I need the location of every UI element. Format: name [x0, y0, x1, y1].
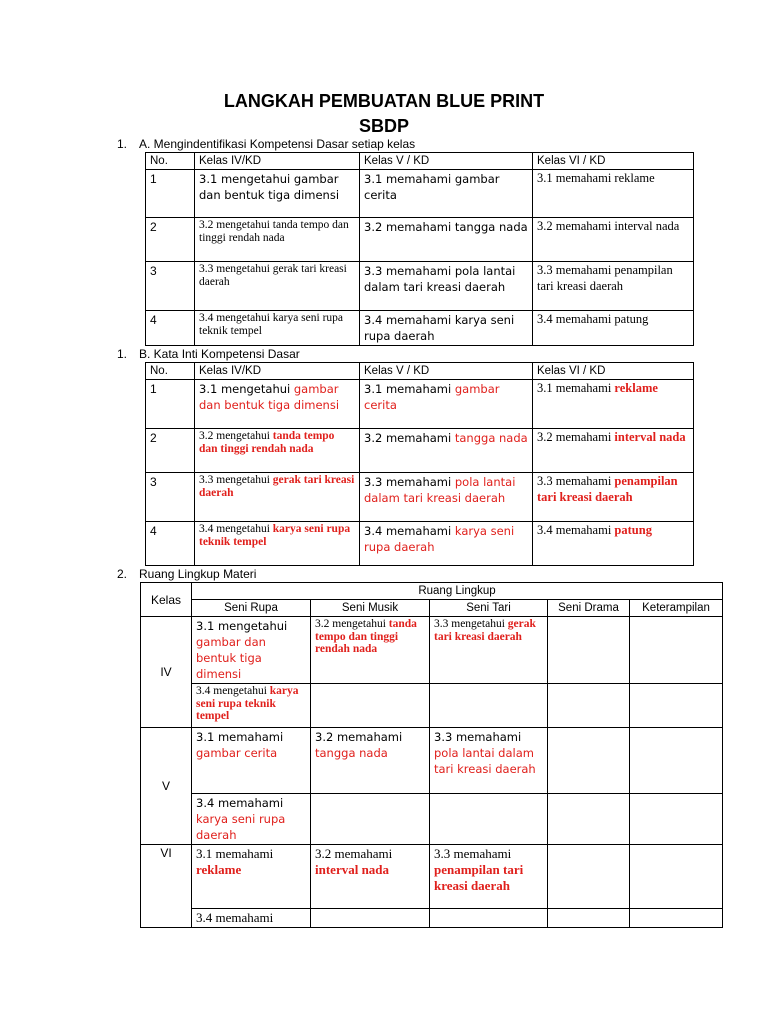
col-header-seni-drama: Seni Drama — [548, 600, 630, 617]
seni-tari-cell — [430, 794, 548, 845]
seni-drama-cell — [548, 794, 630, 845]
keyword-text: gerak tari kreasi daerah — [199, 474, 355, 499]
keyword-text: gambar dan bentuk tiga dimensi — [199, 382, 340, 412]
seni-drama-cell — [548, 617, 630, 684]
col-header-kelas: Kelas — [141, 583, 192, 617]
table-subheader-row — [141, 600, 723, 617]
keyword-text: interval nada — [614, 430, 686, 444]
row-number: 3 — [146, 262, 195, 311]
col-header-kelas-vi: Kelas VI / KD — [533, 153, 694, 170]
document-title — [0, 89, 768, 139]
keyword-text: karya seni rupa daerah — [196, 812, 286, 842]
kelas-iv-cell: 3.2 mengetahui tanda tempo dan tinggi rendah nada — [195, 218, 360, 262]
section-a-heading — [117, 137, 415, 152]
keyword-text: tanda tempo dan tinggi rendah nada — [315, 618, 417, 655]
seni-rupa-cell — [192, 794, 311, 845]
seni-musik-cell — [311, 794, 430, 845]
seni-drama-cell — [548, 684, 630, 728]
seni-rupa-cell — [192, 684, 311, 728]
ruang-lingkup-table — [140, 582, 723, 928]
keyword-text: gambar cerita — [364, 382, 500, 412]
row-number: 3 — [146, 473, 195, 522]
row-number: 1 — [146, 380, 195, 429]
col-header-kelas-vi: Kelas VI / KD — [533, 363, 694, 380]
kd-text: 3.1 mengetahui — [196, 619, 288, 633]
kd-text: 3.2 memahami — [315, 730, 403, 744]
kelas-iv-cell — [195, 473, 360, 522]
kd-text: 3.2 memahami — [315, 846, 393, 861]
row-number: 4 — [146, 311, 195, 346]
keterampilan-cell — [630, 617, 723, 684]
section-label: B. Kata Inti Kompetensi Dasar — [139, 347, 300, 361]
keyword-text: reklame — [614, 381, 658, 395]
title-line-1: LANGKAH PEMBUATAN BLUE PRINT — [223, 91, 545, 111]
seni-tari-cell — [430, 909, 548, 928]
kelas-iv-cell: 3.4 mengetahui karya seni rupa teknik tempel — [195, 311, 360, 346]
col-header-kelas-v: Kelas V / KD — [360, 363, 533, 380]
keyword-text: karya seni rupa teknik tempel — [196, 685, 299, 722]
keterampilan-cell — [630, 909, 723, 928]
table-row — [146, 170, 694, 218]
col-header-kelas-iv: Kelas IV/KD — [195, 363, 360, 380]
kd-text: 3.1 mengetahui — [199, 382, 294, 396]
kelas-vi-cell: 3.2 memahami interval nada — [533, 218, 694, 262]
table-row — [146, 218, 694, 262]
kd-text: 3.4 memahami — [364, 524, 455, 538]
kd-keyword-table — [145, 362, 694, 566]
table-row — [141, 728, 723, 794]
col-header-seni-rupa: Seni Rupa — [192, 600, 311, 617]
kd-identification-table — [145, 152, 694, 346]
seni-tari-cell — [430, 728, 548, 794]
kelas-iv-cell — [195, 429, 360, 473]
table-row — [141, 845, 723, 909]
kd-text: 3.3 mengetahui — [434, 618, 508, 630]
seni-musik-cell — [311, 845, 430, 909]
row-number: 2 — [146, 218, 195, 262]
table-row — [146, 311, 694, 346]
table-row — [146, 429, 694, 473]
keterampilan-cell — [630, 794, 723, 845]
col-header-seni-musik: Seni Musik — [311, 600, 430, 617]
kelas-vi-cell — [533, 380, 694, 429]
table-row — [141, 684, 723, 728]
kelas-vi-cell: 3.1 memahami reklame — [533, 170, 694, 218]
kelas-vi-cell — [533, 429, 694, 473]
col-header-kelas-v: Kelas V / KD — [360, 153, 533, 170]
kd-text: 3.4 mengetahui — [196, 685, 270, 697]
keyword-text: pola lantai dalam tari kreasi daerah — [364, 475, 516, 505]
kelas-label: IV — [141, 617, 192, 728]
seni-tari-cell — [430, 684, 548, 728]
kelas-label: VI — [141, 845, 192, 928]
row-number: 2 — [146, 429, 195, 473]
table-row — [146, 380, 694, 429]
col-header-keterampilan: Keterampilan — [630, 600, 723, 617]
keyword-text: gerak tari kreasi daerah — [434, 618, 536, 643]
col-header-seni-tari: Seni Tari — [430, 600, 548, 617]
col-group-header-ruang-lingkup: Ruang Lingkup — [192, 583, 723, 600]
seni-drama-cell — [548, 728, 630, 794]
title-line-2: SBDP — [358, 116, 409, 136]
seni-tari-cell — [430, 617, 548, 684]
kd-text: 3.1 memahami — [364, 382, 455, 396]
keyword-text: reklame — [196, 862, 242, 877]
kelas-vi-cell — [533, 522, 694, 566]
seni-rupa-cell — [192, 909, 311, 928]
keyword-text: tangga nada — [454, 431, 528, 445]
col-header-kelas-iv: Kelas IV/KD — [195, 153, 360, 170]
section-label: A. Mengindentifikasi Kompetensi Dasar setiap kelas — [139, 137, 416, 151]
kd-text: 3.2 memahami — [537, 430, 615, 444]
kd-text: 3.4 memahami — [196, 796, 284, 810]
kd-text: 3.3 memahami — [434, 846, 512, 861]
seni-musik-cell — [311, 684, 430, 728]
table-header-row — [146, 363, 694, 380]
keyword-text: tanda tempo dan tinggi rendah nada — [199, 430, 335, 455]
col-header-no: No. — [146, 363, 195, 380]
seni-musik-cell — [311, 728, 430, 794]
kd-text: 3.1 memahami — [196, 730, 284, 744]
table-row — [141, 909, 723, 928]
keterampilan-cell — [630, 728, 723, 794]
kd-text: 3.3 memahami — [537, 474, 615, 488]
kd-text: 3.2 memahami — [364, 431, 455, 445]
seni-musik-cell — [311, 617, 430, 684]
kelas-v-cell: 3.1 memahami gambar cerita — [360, 170, 533, 218]
seni-rupa-cell — [192, 617, 311, 684]
kelas-vi-cell: 3.4 memahami patung — [533, 311, 694, 346]
keyword-text: gambar cerita — [196, 746, 278, 760]
kd-text: 3.4 mengetahui — [199, 523, 273, 535]
kelas-v-cell — [360, 380, 533, 429]
keyword-text: gambar dan bentuk tiga dimensi — [196, 635, 266, 681]
keterampilan-cell — [630, 684, 723, 728]
keyword-text: pola lantai dalam tari kreasi daerah — [434, 746, 536, 776]
kd-text: 3.1 memahami — [537, 381, 615, 395]
kelas-v-cell: 3.4 memahami karya seni rupa daerah — [360, 311, 533, 346]
seni-rupa-cell — [192, 845, 311, 909]
kd-text: 3.1 memahami — [196, 846, 274, 861]
table-row — [141, 794, 723, 845]
kelas-v-cell: 3.3 memahami pola lantai dalam tari kreasi daerah — [360, 262, 533, 311]
section-b-heading — [117, 347, 300, 362]
section-number: 2. — [117, 567, 128, 581]
table-row — [146, 522, 694, 566]
kd-text: 3.3 mengetahui — [199, 474, 273, 486]
seni-drama-cell — [548, 909, 630, 928]
keyword-text: karya seni rupa daerah — [364, 524, 515, 554]
table-row — [141, 617, 723, 684]
table-header-row — [141, 583, 723, 600]
kelas-v-cell — [360, 429, 533, 473]
section-2-heading — [117, 567, 256, 582]
kelas-vi-cell: 3.3 memahami penampilan tari kreasi daerah — [533, 262, 694, 311]
keyword-text: penampilan tari kreasi daerah — [537, 474, 678, 504]
keterampilan-cell — [630, 845, 723, 909]
kd-text: 3.2 mengetahui — [315, 618, 389, 630]
table-row — [146, 262, 694, 311]
kelas-v-cell — [360, 473, 533, 522]
keyword-text: patung — [614, 523, 652, 537]
seni-drama-cell — [548, 845, 630, 909]
section-label: Ruang Lingkup Materi — [139, 567, 257, 581]
keyword-text: interval nada — [315, 862, 390, 877]
seni-rupa-cell — [192, 728, 311, 794]
kd-text: 3.2 mengetahui — [199, 430, 273, 442]
kelas-iv-cell — [195, 380, 360, 429]
keyword-text: penampilan tari kreasi daerah — [434, 862, 524, 893]
kd-text: 3.3 memahami — [434, 730, 522, 744]
col-header-no: No. — [146, 153, 195, 170]
table-row — [146, 473, 694, 522]
section-number: 1. — [117, 347, 128, 361]
kelas-iv-cell: 3.3 mengetahui gerak tari kreasi daerah — [195, 262, 360, 311]
row-number: 4 — [146, 522, 195, 566]
kelas-iv-cell — [195, 522, 360, 566]
kelas-label: V — [141, 728, 192, 845]
row-number: 1 — [146, 170, 195, 218]
kelas-iv-cell: 3.1 mengetahui gambar dan bentuk tiga dimensi — [195, 170, 360, 218]
kd-text: 3.4 memahami — [196, 910, 274, 925]
seni-musik-cell — [311, 909, 430, 928]
kd-text: 3.3 memahami — [364, 475, 455, 489]
keyword-text: karya seni rupa teknik tempel — [199, 523, 351, 548]
kelas-v-cell: 3.2 memahami tangga nada — [360, 218, 533, 262]
kelas-v-cell — [360, 522, 533, 566]
section-number: 1. — [117, 137, 128, 151]
seni-tari-cell — [430, 845, 548, 909]
table-header-row — [146, 153, 694, 170]
keyword-text: tangga nada — [315, 746, 388, 760]
kelas-vi-cell — [533, 473, 694, 522]
kd-text: 3.4 memahami — [537, 523, 615, 537]
